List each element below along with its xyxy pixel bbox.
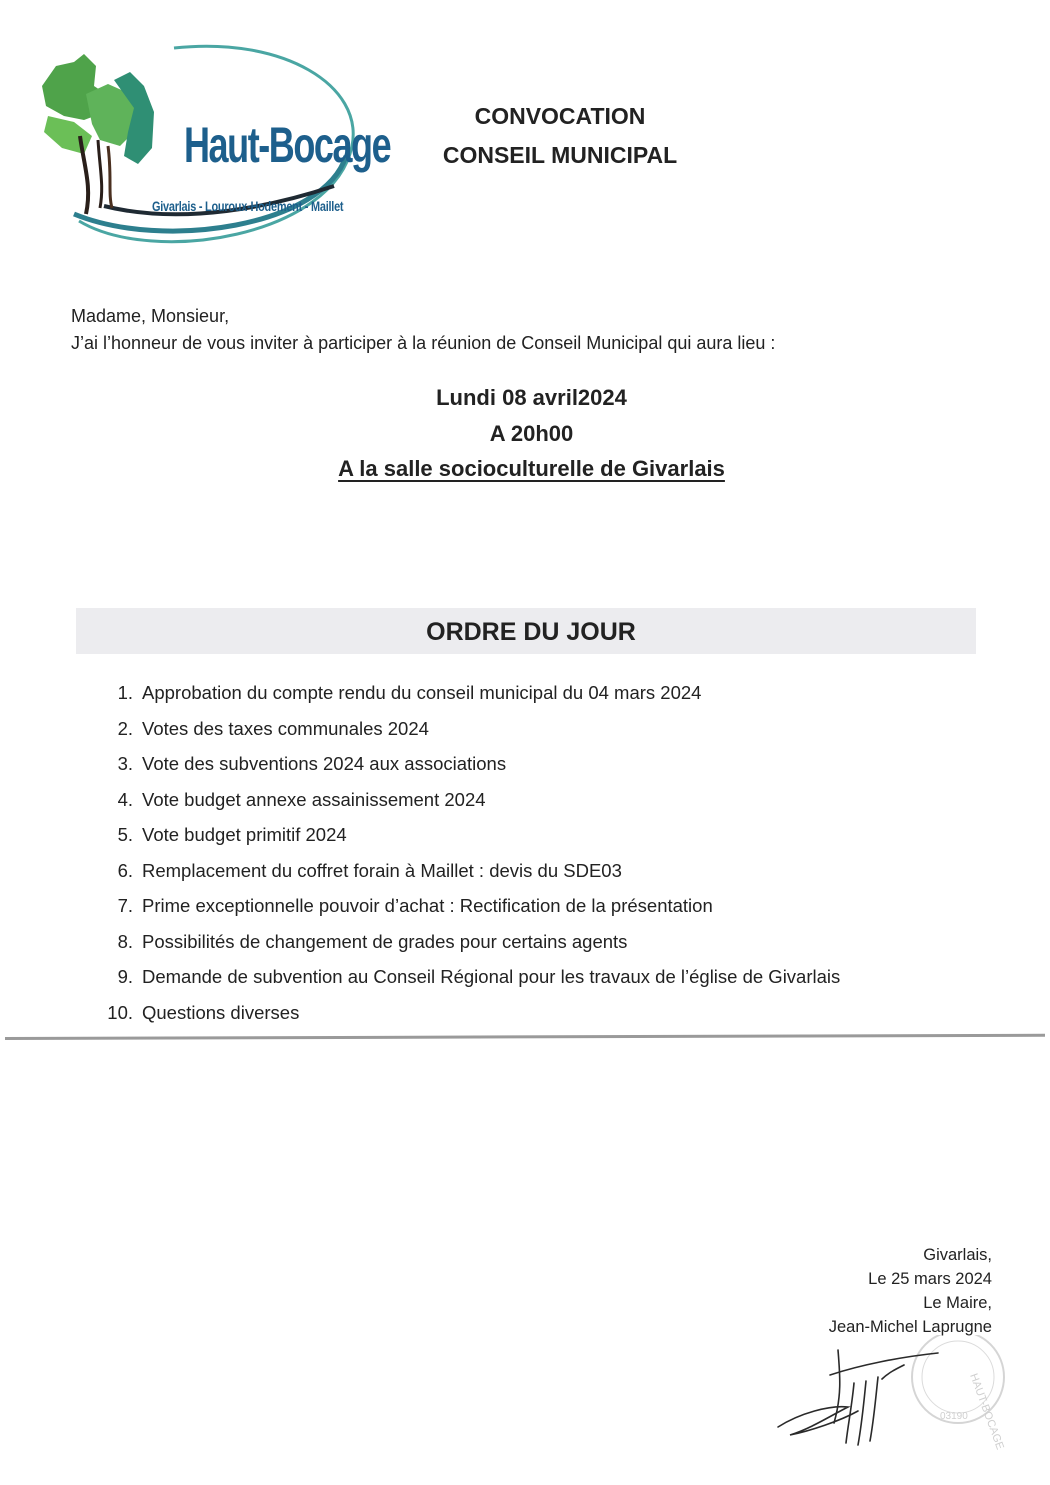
item-number: 10 . xyxy=(100,1002,133,1038)
list-item xyxy=(100,1002,840,1038)
list-item xyxy=(100,966,840,1002)
item-text: Votes des taxes communales 2024 xyxy=(142,717,429,739)
item-text: Possibilités de changement de grades pour certains agents xyxy=(142,930,628,952)
meeting-time: A 20h00 xyxy=(489,421,574,446)
item-text: Remplacement du coffret forain à Maillet : devis du SDE03 xyxy=(142,859,622,881)
item-text: Questions diverses xyxy=(142,1001,300,1023)
item-text: Demande de subvention au Conseil Régional pour les travaux de l’église de Givarlais xyxy=(142,966,841,987)
item-text: Vote budget primitif 2024 xyxy=(142,824,347,845)
item-number: 1 . xyxy=(100,682,133,718)
item-text: Approbation du compte rendu du conseil municipal du 04 mars 2024 xyxy=(142,682,702,703)
list-item xyxy=(100,682,840,718)
signoff-date: Le 25 mars 2024 xyxy=(868,1270,992,1288)
item-text: Vote budget annexe assainissement 2024 xyxy=(142,788,486,810)
signoff-name: Jean-Michel Laprugne xyxy=(828,1318,992,1336)
stamp-text: HAUT-BOCAGE xyxy=(967,1371,1006,1452)
list-item xyxy=(100,931,840,967)
item-number: 4 . xyxy=(100,789,133,825)
mayor-stamp xyxy=(912,1335,1006,1451)
agenda-title: ORDRE DU JOUR xyxy=(426,618,636,646)
list-item xyxy=(100,860,840,896)
item-text: Prime exceptionnelle pouvoir d’achat : Rectification de la présentation xyxy=(142,895,713,916)
salutation: Madame, Monsieur, xyxy=(71,306,230,326)
item-number: 9 . xyxy=(100,966,133,1002)
intro-text: J’ai l’honneur de vous inviter à participer à la réunion de Conseil Municipal qui aura lieu : xyxy=(71,333,776,353)
signature-and-stamp xyxy=(770,1335,1020,1455)
logo-subtitle: Givarlais - Louroux-Hodement - Maillet xyxy=(152,198,344,214)
meeting-place: A la salle socioculturelle de Givarlais xyxy=(338,456,725,481)
item-number: 7 . xyxy=(100,895,133,931)
list-item xyxy=(100,718,840,754)
item-number: 3 . xyxy=(100,753,133,789)
list-item xyxy=(100,753,840,789)
document-title-line2: CONSEIL MUNICIPAL xyxy=(442,142,678,168)
item-number: 8 . xyxy=(100,931,133,967)
item-number: 2 . xyxy=(100,718,133,754)
meeting-date: Lundi 08 avril2024 xyxy=(436,385,627,410)
stamp-code: 03190 xyxy=(940,1411,968,1422)
item-number: 6 . xyxy=(100,860,133,896)
logo-title: Haut-Bocage xyxy=(184,117,391,173)
signoff-block xyxy=(829,1243,992,1339)
document-title-line1: CONVOCATION xyxy=(474,103,646,129)
list-item xyxy=(100,824,840,860)
haut-bocage-logo xyxy=(34,36,391,246)
item-text: Vote des subventions 2024 aux associations xyxy=(142,753,507,774)
list-item xyxy=(100,895,840,931)
list-item xyxy=(100,789,840,825)
item-number: 5 . xyxy=(100,824,133,860)
agenda-list xyxy=(100,682,840,1037)
signoff-role: Le Maire, xyxy=(923,1294,992,1312)
signoff-place: Givarlais, xyxy=(923,1246,992,1264)
